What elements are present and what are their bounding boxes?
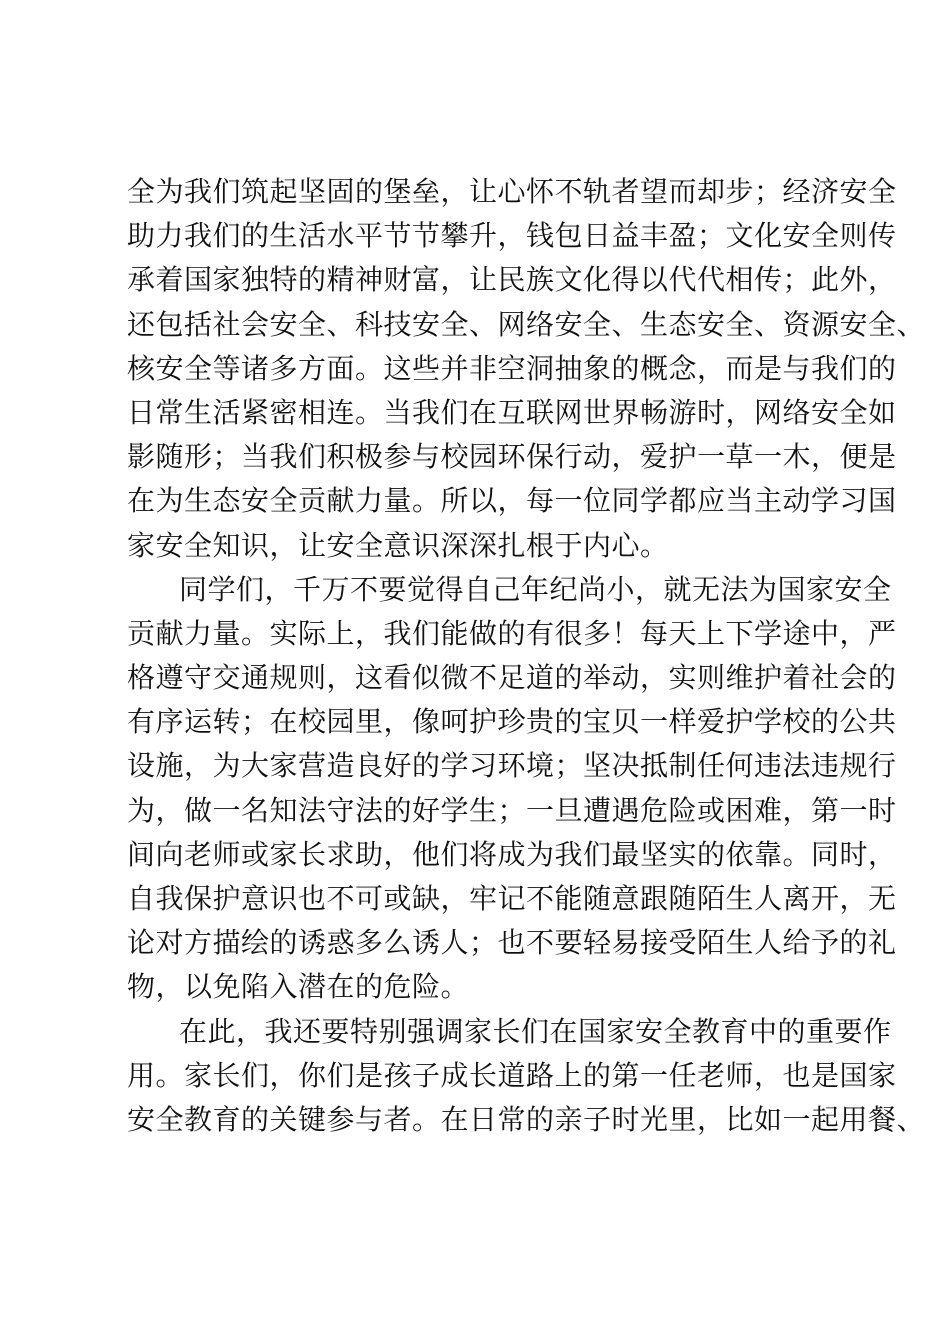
text-line: 设施，为大家营造良好的学习环境；坚决抵制任何违法违规行	[127, 749, 897, 783]
text-line: 论对方描绘的诱惑多么诱人；也不要轻易接受陌生人给予的礼	[127, 926, 897, 960]
paragraph-start-line: 同学们，千万不要觉得自己年纪尚小，就无法为国家安全	[179, 572, 892, 606]
body-text	[127, 170, 926, 1142]
text-line: 安全教育的关键参与者。在日常的亲子时光里，比如一起用餐、	[127, 1102, 926, 1136]
text-line: 贡献力量。实际上，我们能做的有很多！每天上下学途中，严	[127, 616, 897, 650]
text-line: 间向老师或家长求助，他们将成为我们最坚实的依靠。同时，	[127, 837, 897, 871]
text-line: 格遵守交通规则，这看似微不足道的举动，实则维护着社会的	[127, 661, 897, 695]
text-line: 核安全等诸多方面。这些并非空洞抽象的概念，而是与我们的	[127, 351, 897, 385]
text-line: 自我保护意识也不可或缺，牢记不能随意跟随陌生人离开，无	[127, 882, 897, 915]
text-line: 助力我们的生活水平节节攀升，钱包日益丰盈；文化安全则传	[127, 219, 897, 253]
text-line: 还包括社会安全、科技安全、网络安全、生态安全、资源安全、	[127, 307, 926, 341]
text-line: 家安全知识，让安全意识深深扎根于内心。	[127, 528, 669, 562]
text-line: 日常生活紧密相连。当我们在互联网世界畅游时，网络安全如	[127, 395, 897, 429]
text-line: 在为生态安全贡献力量。所以，每一位同学都应当主动学习国	[127, 484, 897, 518]
text-line: 物，以免陷入潜在的危险。	[127, 970, 470, 1004]
text-line: 用。家长们，你们是孩子成长道路上的第一任老师，也是国家	[127, 1058, 897, 1092]
text-line: 影随形；当我们积极参与校园环保行动，爱护一草一木，便是	[127, 440, 897, 474]
paragraph-start-line: 在此，我还要特别强调家长们在国家安全教育中的重要作	[179, 1014, 892, 1048]
text-line: 有序运转；在校园里，像呵护珍贵的宝贝一样爱护学校的公共	[127, 705, 897, 739]
text-line: 为，做一名知法守法的好学生；一旦遭遇危险或困难，第一时	[127, 793, 897, 827]
text-line: 全为我们筑起坚固的堡垒，让心怀不轨者望而却步；经济安全	[127, 175, 897, 208]
text-line: 承着国家独特的精神财富，让民族文化得以代代相传；此外，	[127, 263, 897, 297]
